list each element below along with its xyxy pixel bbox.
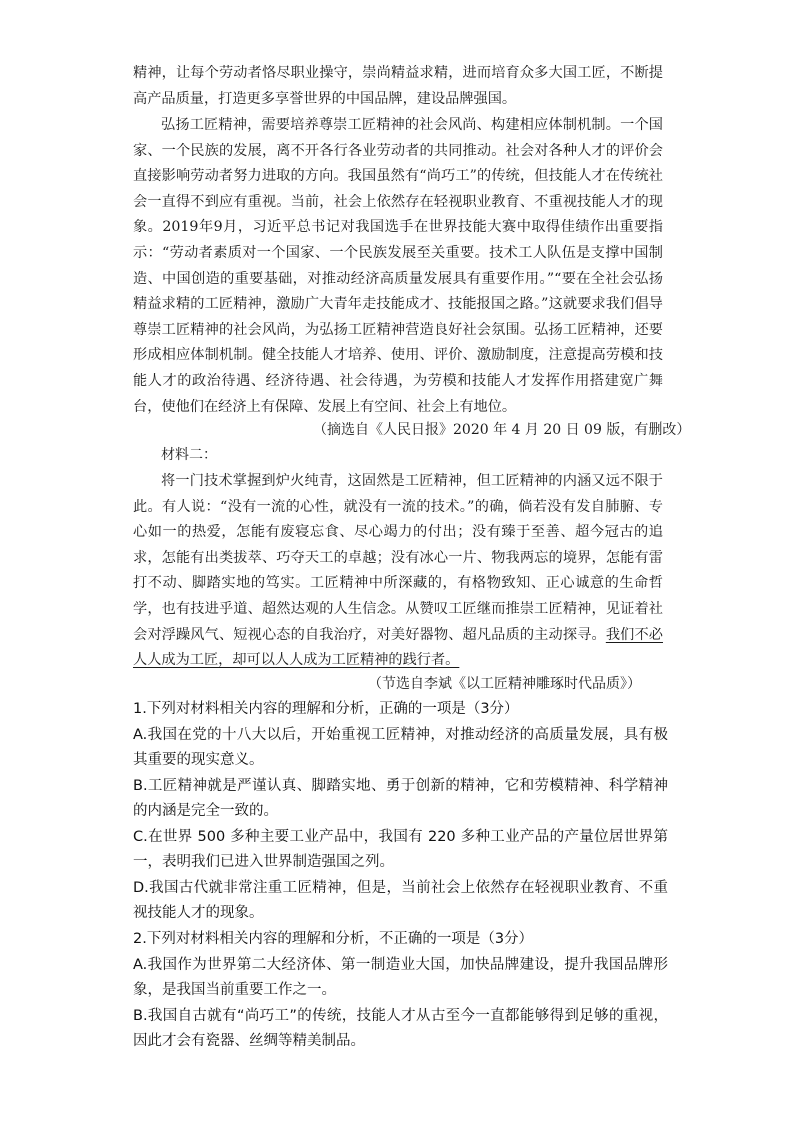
option-d: D.我国古代就非常注重工匠精神，但是，当前社会上依然存在轻视职业教育、不重视技能人才的现象。 [133,879,668,921]
paragraph-material2 [133,469,663,674]
option-b: B.我国自古就有“尚巧工”的传统，技能人才从古至今一直都能够得到足够的重视，因此才会有瓷器、丝绸等精美制品。 [133,1007,668,1049]
material1-source: （摘选自《人民日报》2020 年 4 月 20 日 09 版，有删改） [313,422,691,438]
material2-source: （节选自李斌《以工匠精神雕琢时代品质》） [368,676,641,692]
material1-body [133,113,663,420]
question-stem: 1.下列对材料相关内容的理解和分析，正确的一项是（3分） [133,701,519,717]
option-c: C.在世界 500 多种主要工业产品中，我国有 220 多种工业产品的产量位居世界第一，表明我们已进入世界制造强国之列。 [133,828,668,870]
option-a: A.我国在党的十八大以后，开始重视工匠精神，对推动经济的高质量发展，具有极其重要的现实意义。 [133,726,668,768]
question-1 [133,697,668,927]
paragraph-continuation: 精神，让每个劳动者恪尽职业操守，崇尚精益求精，进而培育众多大国工匠，不断提高产品质量，打造更多享誉世界的中国品牌，建设品牌强国。 [133,65,663,107]
material2-label: 材料二： [161,447,217,463]
material2-text: 将一门技术掌握到炉火纯青，这固然是工匠精神，但工匠精神的内涵又远不限于此。有人说：“没有一流的心性，就没有一流的技术。”的确，倘若没有发自肺腑、专心如一的热爱，怎能有废寝忘食、尽心竭力的付出；没有臻于至善、超今冠古的追求，怎能有出类拔萃、巧夺天工的卓越；没有冰心一片、物我两忘的境界，怎能有雷打不动、脚踏实地的笃实。工匠精神中所深藏的，有格物致知、正心诚意的生命哲学，也有技进乎道、超然达观的人生信念。从赞叹工匠继而推崇工匠精神，见证着社会对浮躁风气、短视心态的自我治疗，对美好器物、超凡品质的主动探寻。 [133,473,663,643]
material2-body [133,469,663,674]
option-b: B.工匠精神就是严谨认真、脚踏实地、勇于创新的精神，它和劳模精神、科学精神的内涵是完全一致的。 [133,777,668,819]
option-a: A.我国作为世界第二大经济体、第一制造业大国，加快品牌建设，提升我国品牌形象，是我国当前重要工作之一。 [133,956,668,998]
underlined-sentence: 我们不必人人成为工匠，却可以人人成为工匠精神的践行者。 [133,626,663,669]
question-stem: 2.下列对材料相关内容的理解和分析，不正确的一项是（3分） [133,931,534,947]
paragraph-craftsman-spirit: 弘扬工匠精神，需要培养尊崇工匠精神的社会风尚、构建相应体制机制。一个国家、一个民族的发展，离不开各行各业劳动者的共同推动。社会对各种人才的评价会直接影响劳动者努力进取的方向。我国虽然有“尚巧工”的传统，但技能人才在传统社会一直得不到应有重视。当前，社会上依然存在轻视职业教育、不重视技能人才的现象。2019年9月，习近平总书记对我国选手在世界技能大赛中取得佳绩作出重要指示：“劳动者素质对一个国家、一个民族发展至关重要。技术工人队伍是支撑中国制造、中国创造的重要基础，对推动经济高质量发展具有重要作用。”“要在全社会弘扬精益求精的工匠精神，激励广大青年走技能成才、技能报国之路。”这就要求我们倡导尊崇工匠精神的社会风尚，为弘扬工匠精神营造良好社会氛围。弘扬工匠精神，还要形成相应体制机制。健全技能人才培养、使用、评价、激励制度，注意提高劳模和技能人才的政治待遇、经济待遇、社会待遇，为劳模和技能人才发挥作用搭建宽广舞台，使他们在经济上有保障、发展上有空间、社会上有地位。 [133,117,663,415]
question-2 [133,927,668,1055]
material1-continuation [133,61,663,112]
